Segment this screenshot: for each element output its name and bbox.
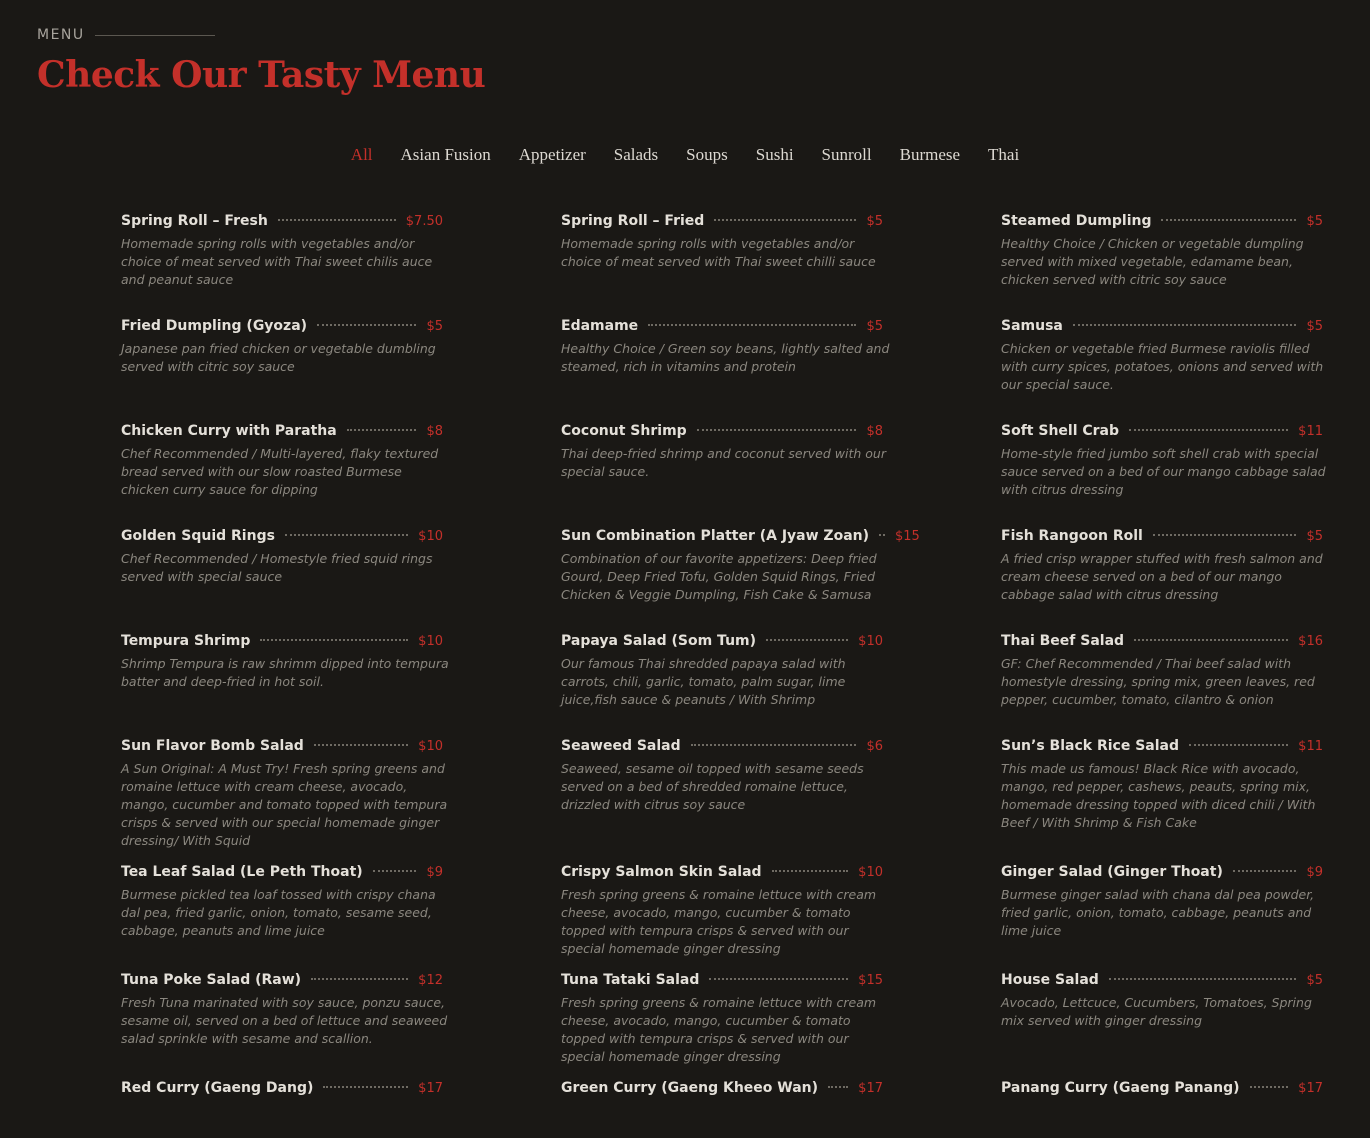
dotted-leader <box>1250 1086 1289 1088</box>
menu-item-header <box>121 633 443 655</box>
menu-item <box>561 864 893 972</box>
menu-item-name: Papaya Salad (Som Tum) <box>561 633 757 649</box>
menu-item-header <box>121 972 443 994</box>
menu-item <box>121 213 453 318</box>
menu-item-name: Edamame <box>561 318 639 334</box>
menu-item-price: $8 <box>426 424 443 439</box>
menu-item-price: $10 <box>418 529 443 544</box>
menu-item-description: Avocado, Lettcuce, Cucumbers, Tomatoes, Spring mix served with ginger dressing <box>1001 995 1312 1028</box>
menu-item-header <box>1001 633 1323 655</box>
filter-tab-sushi[interactable]: Sushi <box>755 145 794 164</box>
menu-item-name: Sun Flavor Bomb Salad <box>121 738 304 754</box>
dotted-leader <box>317 324 416 326</box>
menu-item <box>1001 213 1333 318</box>
menu-item-price: $5 <box>866 319 883 334</box>
menu-item-name: Tuna Poke Salad (Raw) <box>121 972 302 988</box>
section-eyebrow <box>37 26 485 44</box>
menu-item-description: A fried crisp wrapper stuffed with fresh salmon and cream cheese served on a bed of our mango cabbage salad with citrus dressing <box>1001 551 1323 602</box>
dotted-leader <box>766 639 848 641</box>
menu-item-header <box>1001 972 1323 994</box>
dotted-leader <box>311 978 408 980</box>
menu-item-name: Red Curry (Gaeng Dang) <box>121 1080 314 1096</box>
menu-item <box>121 864 453 972</box>
menu-item-name: Samusa <box>1001 318 1063 334</box>
menu-item-price: $5 <box>426 319 443 334</box>
menu-item <box>1001 318 1333 423</box>
menu-item-price: $10 <box>858 634 883 649</box>
menu-item-description: This made us famous! Black Rice with avocado, mango, red pepper, cashews, peauts, spring mix, homemade dressing topped with diced chili / With Beef / With Shrimp & Fish Cake <box>1001 761 1316 830</box>
menu-item-description: Shrimp Tempura is raw shrimm dipped into tempura batter and deep-fried in hot soil. <box>121 656 449 689</box>
section-header <box>37 26 485 96</box>
menu-item-name: House Salad <box>1001 972 1099 988</box>
menu-item-name: Sun’s Black Rice Salad <box>1001 738 1179 754</box>
menu-item-name: Thai Beef Salad <box>1001 633 1125 649</box>
menu-item-header <box>121 318 443 340</box>
menu-item <box>121 528 453 633</box>
menu-item-price: $9 <box>1306 865 1323 880</box>
menu-item <box>121 423 453 528</box>
menu-item-price: $7.50 <box>405 214 443 229</box>
menu-item-price: $5 <box>1306 529 1323 544</box>
menu-item <box>1001 738 1333 864</box>
menu-item-header <box>121 528 443 550</box>
menu-item-header <box>561 972 883 994</box>
menu-item-price: $17 <box>1298 1081 1323 1096</box>
menu-item-header <box>1001 1080 1323 1102</box>
menu-item-name: Green Curry (Gaeng Kheeo Wan) <box>561 1080 819 1096</box>
menu-item-price: $11 <box>1298 424 1323 439</box>
menu-item-description: Healthy Choice / Chicken or vegetable dumpling served with mixed vegetable, edamame bean, chicken served with citric soy sauce <box>1001 236 1304 287</box>
menu-item-header <box>1001 738 1323 760</box>
dotted-leader <box>714 219 856 221</box>
menu-item <box>1001 864 1333 972</box>
menu-item <box>561 528 920 633</box>
menu-item-header <box>561 318 883 340</box>
dotted-leader <box>278 219 396 221</box>
menu-item-name: Panang Curry (Gaeng Panang) <box>1001 1080 1240 1096</box>
menu-item-name: Tea Leaf Salad (Le Peth Thoat) <box>121 864 363 880</box>
eyebrow-label: MENU <box>37 27 85 43</box>
menu-item-description: A Sun Original: A Must Try! Fresh spring greens and romaine lettuce with cream cheese, avocado, mango, cucumber and tomato topped with tempura crisps & served with our special homemade ginger dressing/ With Squid <box>121 761 448 848</box>
menu-item-header <box>1001 318 1323 340</box>
menu-item-description: Home-style fried jumbo soft shell crab with special sauce served on a bed of our mango cabbage salad with citrus dressing <box>1001 446 1326 497</box>
menu-item <box>1001 1080 1333 1138</box>
menu-item-description: Chef Recommended / Multi-layered, flaky textured bread served with our slow roasted Burmese chicken curry sauce for dipping <box>121 446 439 497</box>
menu-item-price: $5 <box>1306 214 1323 229</box>
menu-item-description: Combination of our favorite appetizers: Deep fried Gourd, Deep Fried Tofu, Golden Squid Rings, Fried Chicken & Veggie Dumpling, Fish Cake & Samusa <box>561 551 877 602</box>
menu-item-header <box>561 738 883 760</box>
menu-item-header <box>121 1080 443 1102</box>
page-title: Check Our Tasty Menu <box>37 54 486 96</box>
menu-item-name: Tempura Shrimp <box>121 633 251 649</box>
filter-tab-soups[interactable]: Soups <box>686 145 728 164</box>
menu-item-description: Burmese ginger salad with chana dal pea powder, fried garlic, onion, tomato, cabbage, peanuts and lime juice <box>1001 887 1315 938</box>
dotted-leader <box>323 1086 408 1088</box>
menu-item-description: Japanese pan fried chicken or vegetable dumbling served with citric soy sauce <box>121 341 436 374</box>
menu-item <box>121 1080 453 1138</box>
filter-tab-sunroll[interactable]: Sunroll <box>821 145 872 164</box>
dotted-leader <box>1109 978 1297 980</box>
menu-item-name: Sun Combination Platter (A Jyaw Zoan) <box>561 528 869 544</box>
dotted-leader <box>828 1086 848 1088</box>
menu-item-name: Coconut Shrimp <box>561 423 687 439</box>
dotted-leader <box>1073 324 1297 326</box>
menu-item-header <box>121 423 443 445</box>
menu-item-name: Ginger Salad (Ginger Thoat) <box>1001 864 1223 880</box>
dotted-leader <box>1189 744 1288 746</box>
dotted-leader <box>772 870 849 872</box>
menu-item-name: Spring Roll – Fresh <box>121 213 268 229</box>
menu-item-header <box>121 738 443 760</box>
menu-item-price: $17 <box>418 1081 443 1096</box>
menu-item-name: Soft Shell Crab <box>1001 423 1120 439</box>
menu-item-header <box>1001 528 1323 550</box>
menu-item-header <box>561 213 883 235</box>
menu-item-price: $15 <box>895 529 920 544</box>
menu-item-name: Chicken Curry with Paratha <box>121 423 337 439</box>
dotted-leader <box>1129 429 1288 431</box>
menu-item-name: Golden Squid Rings <box>121 528 275 544</box>
menu-item-header <box>1001 213 1323 235</box>
menu-item-name: Spring Roll – Fried <box>561 213 705 229</box>
menu-item-description: Chicken or vegetable fried Burmese raviolis filled with curry spices, potatoes, onions and served with our special sauce. <box>1001 341 1324 392</box>
menu-item-header <box>561 528 920 550</box>
menu-item-description: Homemade spring rolls with vegetables and/or choice of meat served with Thai sweet chilli sauce <box>561 236 876 269</box>
menu-item-description: Healthy Choice / Green soy beans, lightly salted and steamed, rich in vitamins and protein <box>561 341 890 374</box>
menu-item-header <box>1001 423 1323 445</box>
menu-item-price: $10 <box>418 634 443 649</box>
menu-item <box>561 213 893 318</box>
menu-item-price: $15 <box>858 973 883 988</box>
menu-item-header <box>1001 864 1323 886</box>
menu-item-price: $5 <box>1306 973 1323 988</box>
menu-item-price: $17 <box>858 1081 883 1096</box>
filter-tab-burmese[interactable]: Burmese <box>899 145 961 164</box>
menu-item-price: $5 <box>866 214 883 229</box>
menu-filter-tabs <box>0 144 1370 166</box>
menu-item <box>561 633 893 738</box>
menu-item-header <box>561 423 883 445</box>
dotted-leader <box>1134 639 1288 641</box>
menu-item-description: Thai deep-fried shrimp and coconut served with our special sauce. <box>561 446 886 479</box>
menu-item <box>561 1080 893 1138</box>
dotted-leader <box>347 429 417 431</box>
menu-item <box>561 318 893 423</box>
menu-item-description: GF: Chef Recommended / Thai beef salad with homestyle dressing, spring mix, green leaves, red pepper, cucumber, tomato, cilantro & onion <box>1001 656 1315 707</box>
eyebrow-rule <box>95 35 215 36</box>
filter-tab-asian-fusion[interactable]: Asian Fusion <box>400 145 491 164</box>
menu-item-price: $11 <box>1298 739 1323 754</box>
menu-item <box>121 318 453 423</box>
dotted-leader <box>285 534 408 536</box>
dotted-leader <box>1153 534 1297 536</box>
menu-item-name: Crispy Salmon Skin Salad <box>561 864 762 880</box>
menu-item-header <box>121 864 443 886</box>
menu-item-name: Steamed Dumpling <box>1001 213 1152 229</box>
menu-item <box>561 738 893 864</box>
menu-item-description: Chef Recommended / Homestyle fried squid rings served with special sauce <box>121 551 433 584</box>
menu-item-name: Fried Dumpling (Gyoza) <box>121 318 308 334</box>
menu-item-header <box>561 633 883 655</box>
dotted-leader <box>709 978 848 980</box>
dotted-leader <box>648 324 856 326</box>
menu-item-price: $6 <box>866 739 883 754</box>
menu-item-price: $10 <box>418 739 443 754</box>
menu-item <box>121 738 453 864</box>
dotted-leader <box>1233 870 1297 872</box>
menu-item-price: $16 <box>1298 634 1323 649</box>
menu-item <box>1001 528 1333 633</box>
menu-item-price: $12 <box>418 973 443 988</box>
menu-item-name: Seaweed Salad <box>561 738 681 754</box>
dotted-leader <box>373 870 417 872</box>
menu-item <box>561 972 893 1080</box>
menu-item <box>1001 633 1333 738</box>
menu-item <box>561 423 893 528</box>
filter-tab-salads[interactable]: Salads <box>613 145 659 164</box>
menu-item-header <box>561 864 883 886</box>
menu-item-name: Fish Rangoon Roll <box>1001 528 1143 544</box>
menu-item-description: Fresh spring greens & romaine lettuce with cream cheese, avocado, mango, cucumber & tomato topped with tempura crisps & served with our special homemade ginger dressing <box>561 887 877 956</box>
menu-item-description: Our famous Thai shredded papaya salad with carrots, chili, garlic, tomato, palm sugar, lime juice,fish sauce & peanuts / With Shrimp <box>561 656 846 707</box>
dotted-leader <box>697 429 857 431</box>
dotted-leader <box>260 639 408 641</box>
menu-item-description: Homemade spring rolls with vegetables and/or choice of meat served with Thai sweet chilis auce and peanut sauce <box>121 236 433 287</box>
menu-item-description: Burmese pickled tea loaf tossed with crispy chana dal pea, fried garlic, onion, tomato, sesame seed, cabbage, peanuts and lime juice <box>121 887 436 938</box>
menu-item-description: Fresh Tuna marinated with soy sauce, ponzu sauce, sesame oil, served on a bed of lettuce and seaweed salad sprinkle with sesame and scallion. <box>121 995 448 1046</box>
filter-tab-all[interactable]: All <box>350 145 373 164</box>
menu-item-header <box>121 213 443 235</box>
menu-item-description: Seaweed, sesame oil topped with sesame seeds served on a bed of shredded romaine lettuce, drizzled with citrus soy sauce <box>561 761 864 812</box>
dotted-leader <box>879 534 885 536</box>
menu-item-header <box>561 1080 883 1102</box>
menu-item-price: $9 <box>426 865 443 880</box>
menu-item <box>1001 423 1333 528</box>
menu-item-price: $8 <box>866 424 883 439</box>
filter-tab-appetizer[interactable]: Appetizer <box>518 145 586 164</box>
filter-tab-thai[interactable]: Thai <box>988 145 1020 164</box>
dotted-leader <box>691 744 857 746</box>
menu-item <box>121 633 453 738</box>
menu-item-description: Fresh spring greens & romaine lettuce with cream cheese, avocado, mango, cucumber & tomato topped with tempura crisps & served with our special homemade ginger dressing <box>561 995 877 1064</box>
dotted-leader <box>1161 219 1296 221</box>
menu-item-name: Tuna Tataki Salad <box>561 972 700 988</box>
dotted-leader <box>314 744 408 746</box>
menu-items-grid <box>121 213 1333 1138</box>
menu-item <box>121 972 453 1080</box>
menu-item-price: $10 <box>858 865 883 880</box>
menu-item <box>1001 972 1333 1080</box>
menu-item-price: $5 <box>1306 319 1323 334</box>
